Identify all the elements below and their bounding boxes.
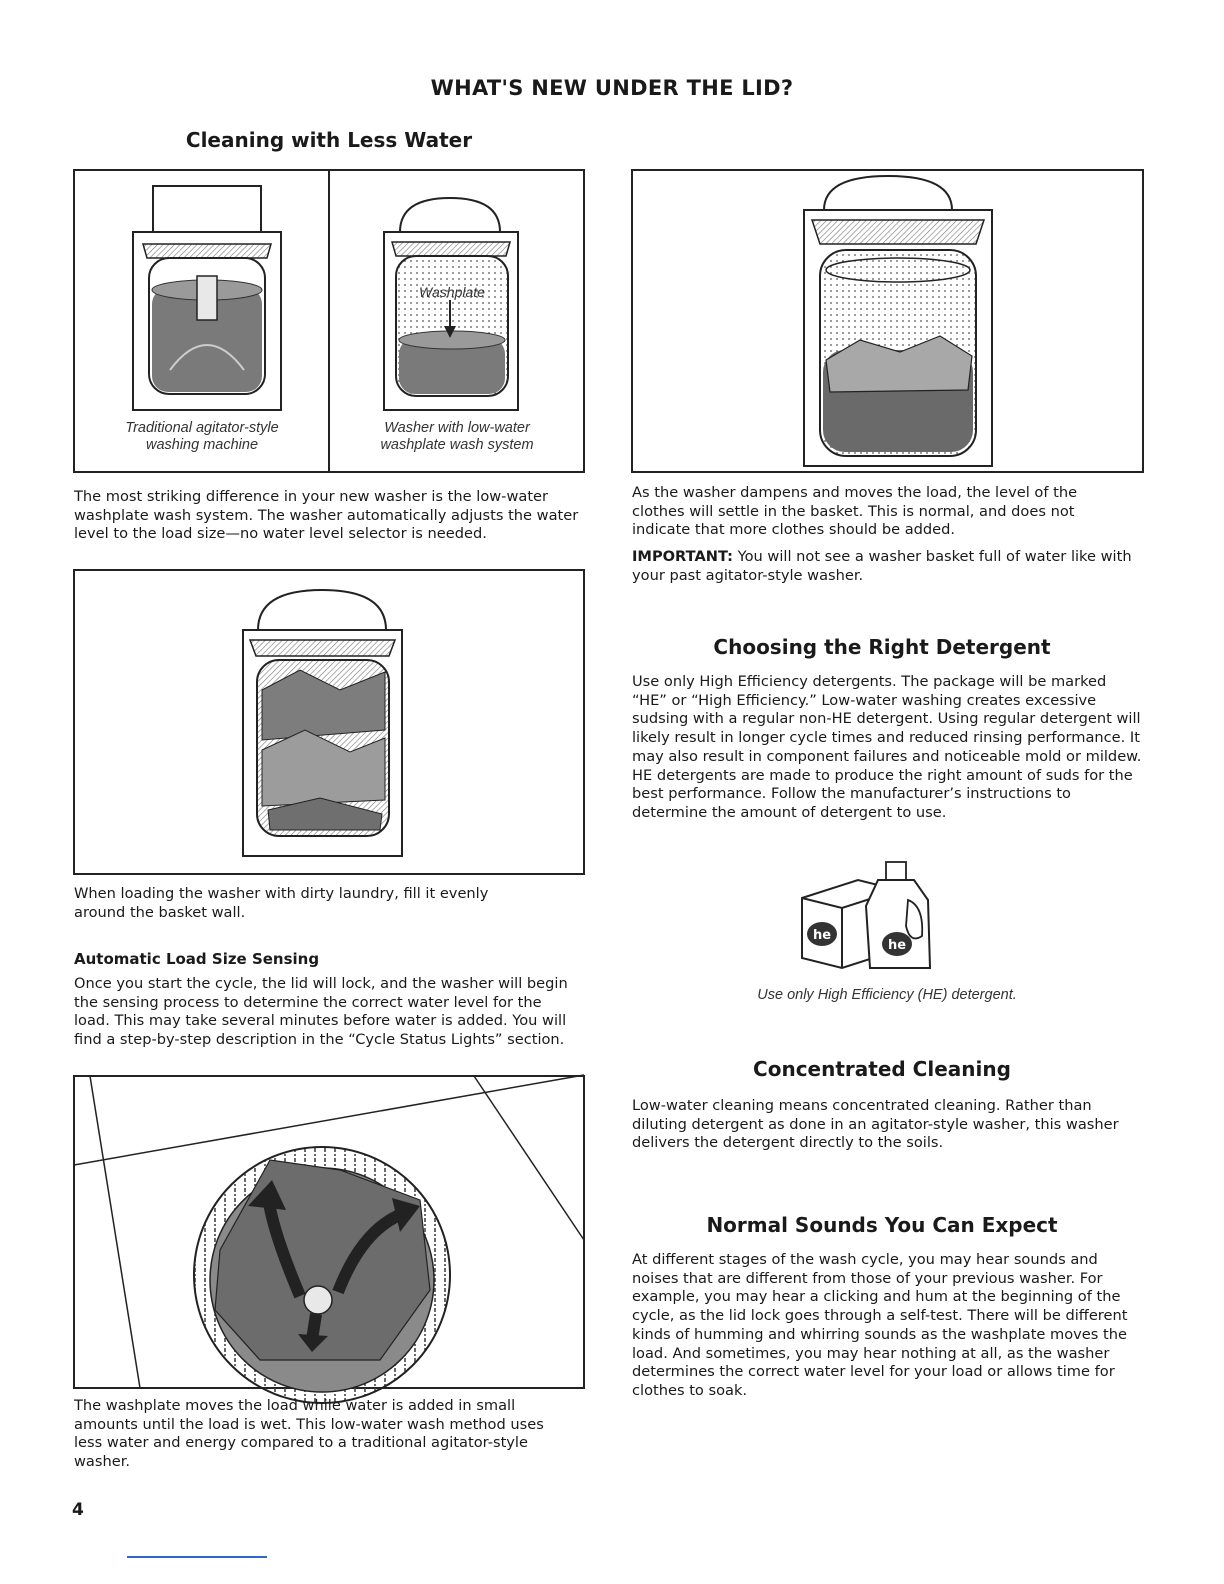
figure-settled-load <box>632 170 1143 472</box>
caption-he-detergent: Use only High Efficiency (HE) detergent. <box>757 987 1017 1003</box>
he-logo-bottle-text: he <box>887 938 907 953</box>
paragraph-important <box>632 548 1142 585</box>
footer-divider <box>127 1556 267 1558</box>
paragraph-washplate-motion: The washplate moves the load while water is added in small amounts until the load is wet. This low-water wash method uses less water and energy compared to a traditional agitator-style washer. <box>74 1397 544 1471</box>
washplate-washer-illustration <box>384 198 518 410</box>
figure-top-view-motion <box>74 1075 584 1403</box>
important-label: IMPORTANT: <box>632 548 733 565</box>
caption-washplate-washer: Washer with low-water washplate wash system <box>380 420 534 453</box>
heading-automatic-load-sensing: Automatic Load Size Sensing <box>74 950 320 968</box>
paragraph-low-water-system: The most striking difference in your new washer is the low-water washplate wash system. The washer automatically adjusts the water level to the load size—no water level selector is needed. <box>74 488 579 543</box>
paragraph-detergent: Use only High Efficiency detergents. The package will be marked “HE” or “High Efficiency.” Low-water washing creates excessive sudsing with a regular non-HE detergent. Using regular detergent will likely result in longer cycle times and reduced rinsing performance. It may also result in component failures and noticeable mold or mildew. HE detergents are made to produce the right amount of suds for the best performance. Follow the manufacturer’s instructions to determine the amount of detergent to use. <box>632 673 1142 821</box>
page-title: WHAT'S NEW UNDER THE LID? <box>430 76 794 100</box>
paragraph-loading-evenly: When loading the washer with dirty laundry, fill it evenly around the basket wall. <box>74 885 489 921</box>
heading-right-detergent: Choosing the Right Detergent <box>713 635 1051 659</box>
page-number: 4 <box>72 1500 84 1520</box>
heading-normal-sounds: Normal Sounds You Can Expect <box>706 1213 1058 1237</box>
washplate-label: Washplate <box>419 284 485 300</box>
agitator-washer-illustration <box>133 186 281 410</box>
heading-concentrated-cleaning: Concentrated Cleaning <box>753 1057 1011 1081</box>
caption-traditional-washer: Traditional agitator-style washing machine <box>125 420 279 453</box>
he-logo-box-text: he <box>812 928 832 943</box>
paragraph-concentrated: Low-water cleaning means concentrated cleaning. Rather than diluting detergent as done in an agitator-style washer, this washer delivers the detergent directly to the soils. <box>632 1097 1119 1152</box>
he-detergent-illustration <box>802 862 930 968</box>
paragraph-load-sensing: Once you start the cycle, the lid will lock, and the washer will begin the sensing process to determine the correct water level for the load. This may take several minutes before water is added. You will find a step-by-step description in the “Cycle Status Lights” section. <box>74 975 568 1049</box>
paragraph-normal-sounds: At different stages of the wash cycle, you may hear sounds and noises that are different from those of your previous washer. For example, you may hear a clicking and hum at the beginning of the cycle, as the lid lock goes through a self-test. There will be different kinds of humming and whirring sounds as the washplate moves the load. And sometimes, you may hear nothing at all, as the washer determines the correct water level for your load or allows time for clothes to soak. <box>632 1251 1128 1399</box>
important-text: You will not see a washer basket full of water like with your past agitator-style washer. <box>632 548 1132 584</box>
figure-loaded-basket <box>74 570 584 874</box>
heading-cleaning-less-water: Cleaning with Less Water <box>185 128 473 152</box>
paragraph-clothes-settle: As the washer dampens and moves the load, the level of the clothes will settle in the basket. This is normal, and does not indicate that more clothes should be added. <box>632 484 1078 539</box>
